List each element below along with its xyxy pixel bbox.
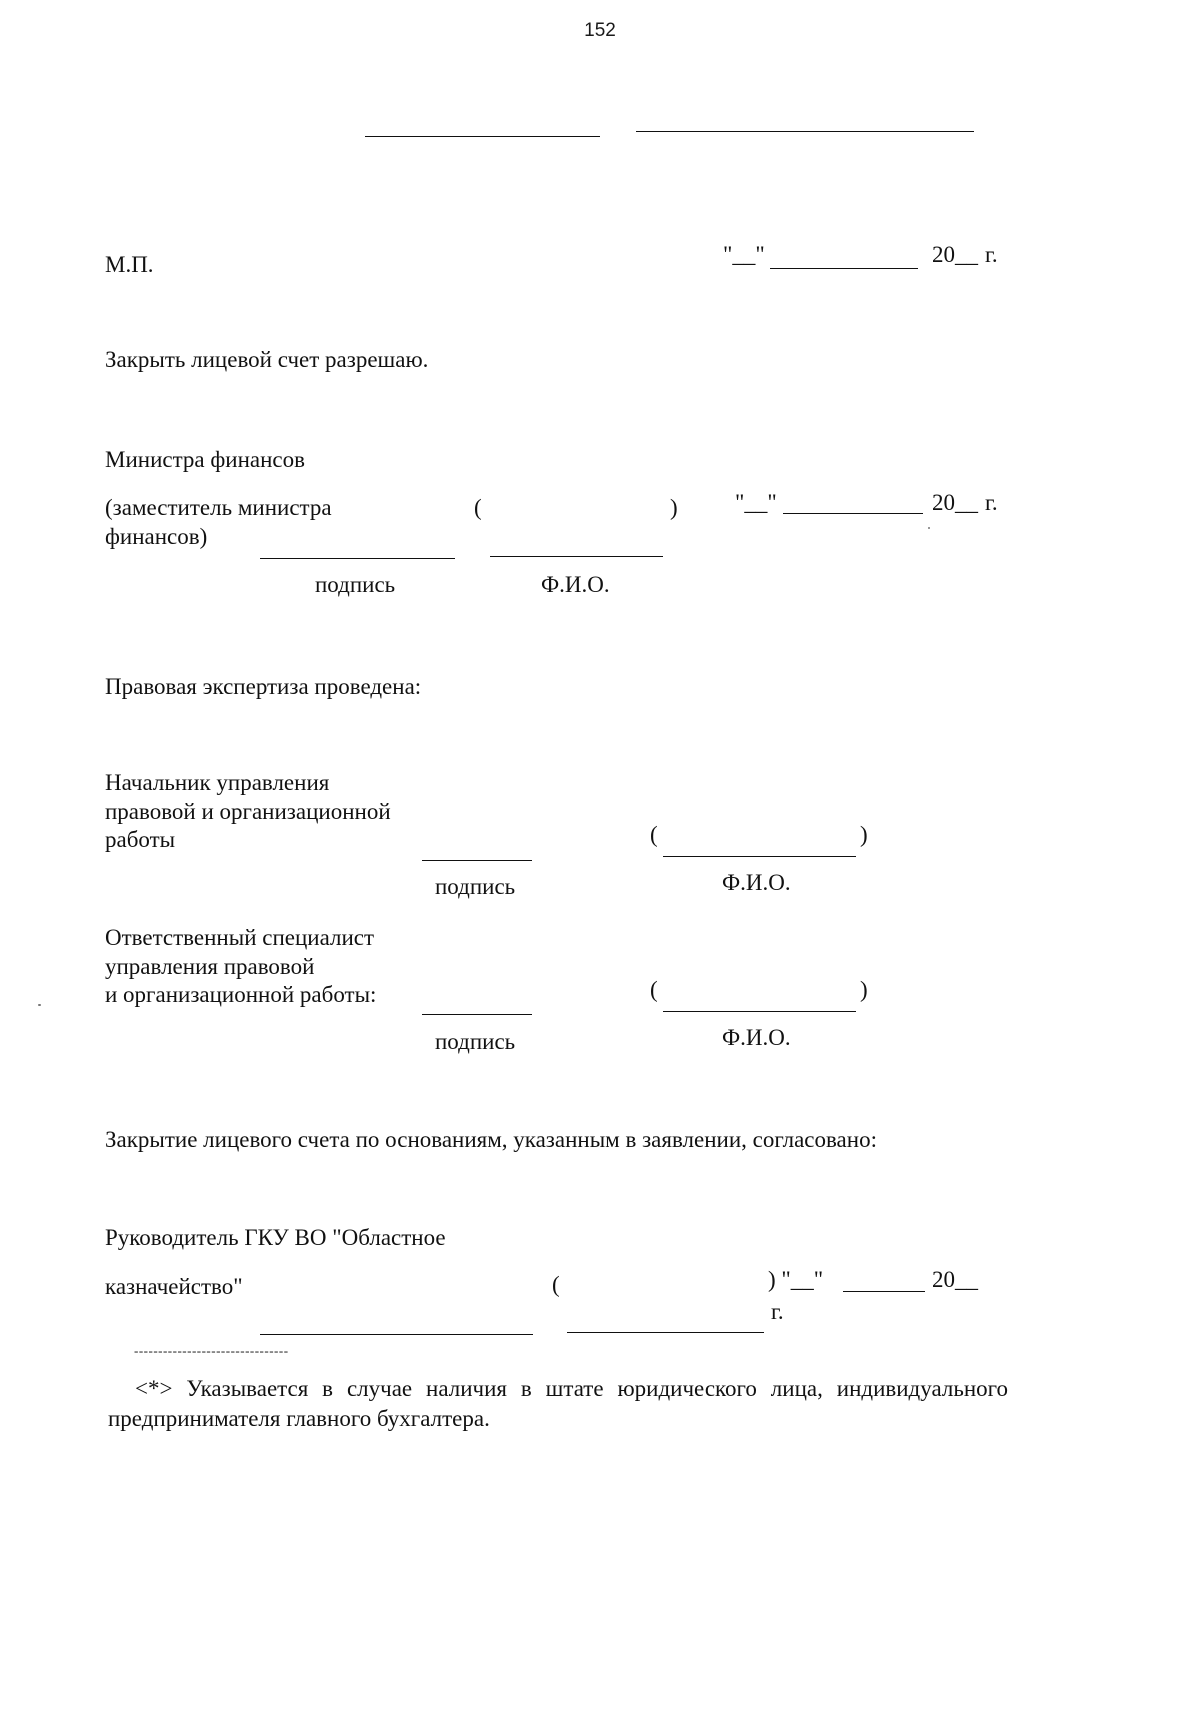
specialist-signature-caption: подпись — [435, 1029, 516, 1054]
head-legal-title-line3: работы — [105, 827, 176, 852]
treasury-date-month-line — [843, 1291, 925, 1292]
head-legal-signature-caption: подпись — [435, 874, 516, 899]
page-number: 152 — [584, 20, 616, 41]
minister-paren-close: ) — [670, 495, 678, 520]
head-legal-paren-close: ) — [860, 822, 868, 847]
treasury-signature-line — [260, 1334, 533, 1335]
head-legal-name-caption: Ф.И.О. — [722, 870, 791, 895]
treasury-name-line — [567, 1332, 764, 1333]
head-legal-title-line1: Начальник управления — [105, 770, 330, 795]
treasury-title-line2: казначейство" — [105, 1274, 243, 1299]
seal-date-quote: "__" — [723, 242, 765, 267]
specialist-title-line2: управления правовой — [105, 954, 315, 979]
permission-text: Закрыть лицевой счет разрешаю. — [105, 347, 429, 372]
specialist-title-line3: и организационной работы: — [105, 982, 377, 1007]
minister-date-quote: "__" — [735, 490, 777, 515]
scan-speck — [928, 527, 930, 529]
agreement-text: Закрытие лицевого счета по основаниям, указанным в заявлении, согласовано: — [105, 1127, 877, 1152]
minister-signature-caption: подпись — [315, 572, 396, 597]
head-legal-signature-line — [422, 860, 532, 861]
specialist-name-line — [663, 1011, 856, 1012]
head-legal-title-line2: правовой и организационной — [105, 799, 391, 824]
treasury-paren-open: ( — [552, 1272, 560, 1297]
margin-speck — [38, 1004, 41, 1006]
treasury-date-year: 20__ — [932, 1267, 978, 1292]
minister-date-month-line — [783, 513, 923, 514]
specialist-paren-close: ) — [860, 977, 868, 1002]
minister-paren-open: ( — [474, 495, 482, 520]
treasury-title-line1: Руководитель ГКУ ВО "Областное — [105, 1225, 446, 1250]
head-legal-paren-open: ( — [650, 822, 658, 847]
treasury-date-suffix: г. — [771, 1299, 784, 1324]
specialist-title-line1: Ответственный специалист — [105, 925, 375, 950]
top-name-line — [636, 131, 974, 132]
seal-date-month-line — [770, 268, 918, 269]
minister-signature-line — [260, 558, 455, 559]
treasury-paren-close-date: ) "__" — [768, 1267, 824, 1292]
specialist-signature-line — [422, 1014, 532, 1015]
specialist-name-caption: Ф.И.О. — [722, 1025, 791, 1050]
minister-title-line2: (заместитель министра — [105, 495, 332, 520]
top-signature-line — [365, 136, 600, 137]
legal-review-text: Правовая экспертиза проведена: — [105, 674, 422, 699]
minister-date-suffix: г. — [985, 490, 998, 515]
seal-date-year: 20__ — [932, 242, 978, 267]
seal-label: М.П. — [105, 252, 154, 277]
minister-name-caption: Ф.И.О. — [541, 572, 610, 597]
seal-date-suffix: г. — [985, 242, 998, 267]
minister-title-line1: Министра финансов — [105, 447, 305, 472]
minister-date-year: 20__ — [932, 490, 978, 515]
specialist-paren-open: ( — [650, 977, 658, 1002]
head-legal-name-line — [663, 856, 856, 857]
footnote-text: <*> Указывается в случае наличия в штате юридического лица, индивидуального предпринимателя главного бухгалтера. — [108, 1376, 1008, 1431]
minister-name-line — [490, 556, 663, 557]
footnote-separator: -------------------------------- — [134, 1343, 289, 1358]
minister-title-line3: финансов) — [105, 524, 208, 549]
